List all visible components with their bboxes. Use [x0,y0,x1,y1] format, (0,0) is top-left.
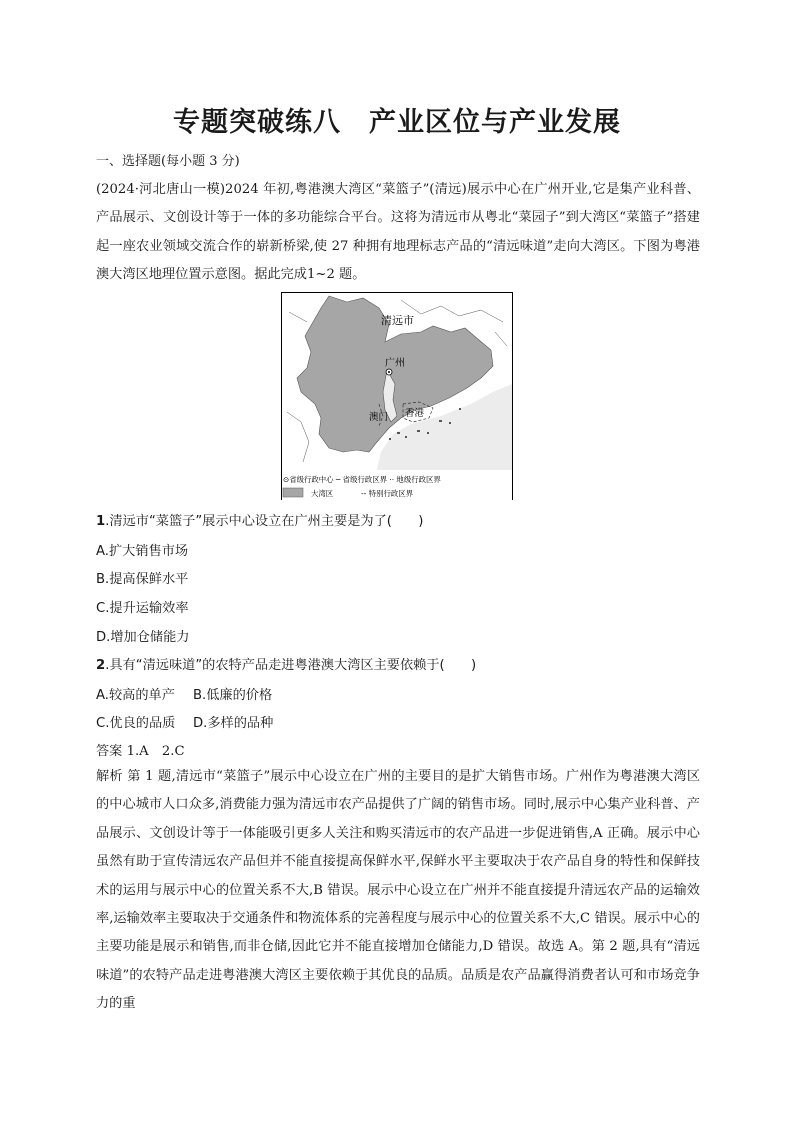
page-title: 专题突破练八 产业区位与产业发展 [173,107,621,138]
label-hongkong: 香港 [405,408,425,419]
legend-row-1: ⊙省级行政中心 ─ 省级行政区界 ·· 地级行政区界 [283,475,441,484]
legend-bay-area-swatch [283,488,303,497]
greater-bay-area-map [281,292,513,500]
section-heading: 一、选择题(每小题 3 分) [96,154,240,169]
intro-paragraph: (2024·河北唐山一模)2024 年初,粤港澳大湾区“菜篮子”(清远)展示中心在广州开业,它是集产业科普、产品展示、文创设计等于一体的多功能综合平台。这将为清远市从粤北“菜园子”到大湾区“菜篮子”搭建起一座农业领域交流合作的崭新桥梁,使 27 种拥有地理标志产品的“清远味道”走向大湾区。下图为粤港澳大湾区地理位置示意图。据此完成1~2 题。 [96,182,700,283]
q2-option-d: D.多样的品种 [193,716,274,731]
answer-text: 1.A 2.C [122,744,185,759]
label-guangzhou: 广州 [385,358,405,369]
q1-option-c: C.提升运输效率 [96,601,189,616]
q1-option-b: B.提高保鲜水平 [96,572,189,587]
analysis-paragraph [96,763,700,1019]
q2-option-c: C.优良的品质 [96,716,176,731]
question-1-number: 1 [96,514,106,529]
question-2-number: 2 [96,658,106,673]
legend-sar-boundary-label: -- 特别行政区界 [361,489,414,498]
legend-bay-area-label: 大湾区 [311,489,334,498]
question-1-stem [96,510,423,529]
q2-option-b: B.低廉的价格 [193,688,273,703]
question-2-stem [96,654,476,673]
analysis-text: 第 1 题,清远市“菜篮子”展示中心设立在广州的主要目的是扩大销售市场。广州作为粤港澳大湾区的中心城市人口众多,消费能力强为清远市农产品提供了广阔的销售市场。同时,展示中心集产业科普、产品展示、文创设计等于一体能吸引更多人关注和购买清远市的农产品进一步促进销售,A 正确。展示中心虽然有助于宣传清远农产品但并不能直接提高保鲜水平,保鲜水平主要取决于农产品自身的特性和保鲜技术的运用与展示中心的位置关系不大,B 错误。展示中心设立在广州并不能直接提升清远农产品的运输效率,运输效率主要取决于交通条件和物流体系的完善程度与展示中心的位置关系不大,C 错误。展示中心的主要功能是展示和销售,而非仓储,因此它并不能直接增加仓储能力,D 错误。故选 A。第 2 题,具有“清远味道”的农特产品走进粤港澳大湾区主要依赖于其优良的品质。品质是农产品赢得消费者认可和市场竞争力的重 [96,769,701,1012]
label-macau: 澳门 [369,412,389,423]
question-1-text: .清远市“菜篮子”展示中心设立在广州主要是为了( ) [105,514,424,529]
q1-option-d: D.增加仓储能力 [96,630,190,645]
question-2-text: .具有“清远味道”的农特产品走进粤港澳大湾区主要依赖于( ) [105,658,477,673]
label-qingyuan: 清远市 [381,314,414,327]
analysis-label: 解析 [96,769,123,784]
answer-line [96,740,185,759]
q2-option-a: A.较高的单产 [96,688,175,703]
answer-label: 答案 [96,744,123,759]
q1-option-a: A.扩大销售市场 [96,544,189,559]
